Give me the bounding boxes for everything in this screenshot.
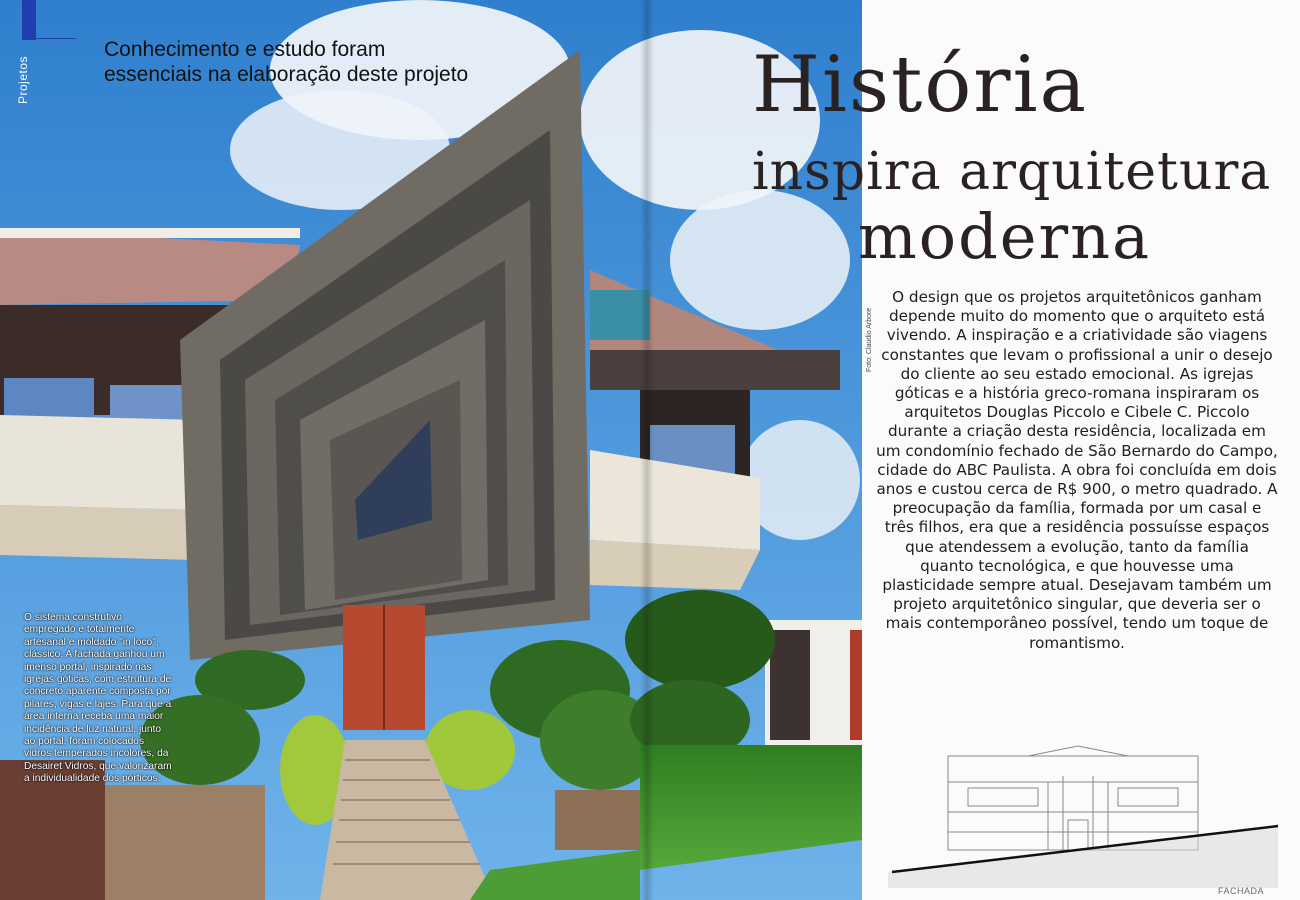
section-label-text: Projetos <box>16 55 30 104</box>
photo-credit-text: Foto: Claudio Arbore <box>866 307 873 372</box>
article-title-line-3: moderna <box>858 200 1152 273</box>
kicker-headline: Conhecimento e estudo foram essenciais na elaboração deste projeto <box>104 38 469 86</box>
article-title-line-1: História <box>752 40 1089 130</box>
photo-caption: O sistema construtivo empregado é totalmente artesanal e moldado "in loco", clássico. A fachada ganhou um imenso portal, inspirado nas igrejas góticas, com estrutura de concreto aparente composta por pilares, vigas e lajes. Para que a área interna receba uma maior incidência de luz natural, junto ao portal, foram colocados vidros temperados incolores, da Desairet Vidros, que valorizaram a individualidade dos pórticos. <box>24 612 172 785</box>
article-title-line-2: inspira arquitetura <box>752 142 1272 202</box>
article-body: O design que os projetos arquitetônicos ganham depende muito do momento que o arquiteto está vivendo. A inspiração e a criatividade são viagens constantes que levam o profissional a unir o desejo do cliente ao seu estado emocional. As igrejas góticas e a história greco-romana inspiraram os arquitetos Douglas Piccolo e Cibele C. Piccolo durante a criação desta residência, localizada em um condomínio fechado de São Bernardo do Campo, cidade do ABC Paulista. A obra foi concluída em dois anos e custou cerca de R$ 900, o metro quadrado. A preocupação da família, formada por um casal e três filhos, era que a residência possuísse espaços que atendessem a evolução, tanto da família quanto tecnológica, e que houvesse uma plasticidade sempre atual. Desejavam também um projeto arquitetônico singular, que deveria ser o mais contemporâneo possível, tendo um toque de romantismo. <box>876 288 1278 652</box>
facade-drawing <box>888 742 1292 888</box>
article-title <box>0 0 1300 280</box>
drawing-label: FACHADA <box>1218 886 1265 896</box>
